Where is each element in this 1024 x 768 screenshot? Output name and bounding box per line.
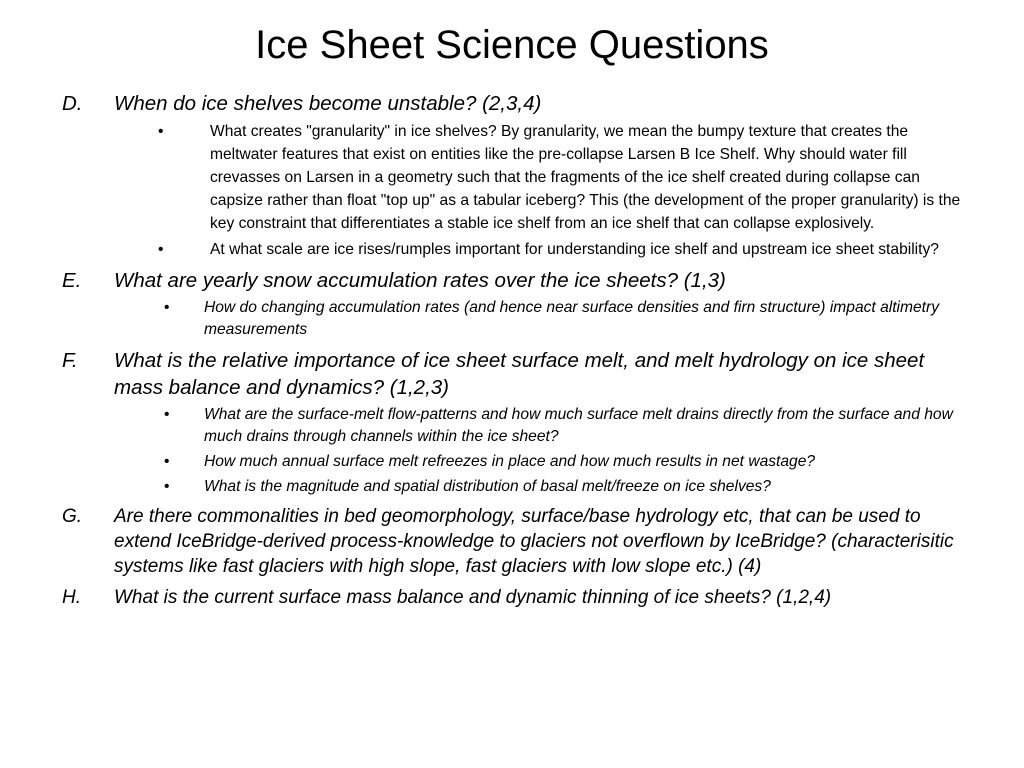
sub-question-text: How do changing accumulation rates (and hence near surface densities and firn structure) impact altimetry measurements bbox=[204, 299, 940, 338]
sub-question bbox=[114, 404, 962, 448]
question-text: What is the current surface mass balance and dynamic thinning of ice sheets? (1,2,4) bbox=[114, 587, 832, 608]
bullet-icon: • bbox=[164, 478, 170, 495]
question-d bbox=[62, 90, 962, 261]
question-text: What are yearly snow accumulation rates over the ice sheets? (1,3) bbox=[114, 269, 726, 292]
sub-question-text: What creates "granularity" in ice shelves? By granularity, we mean the bumpy texture that creates the meltwater features that exist on entities like the pre-collapse Larsen B Ice Shelf. Why should water fill crevasses on Larsen in a geometry such that the fragments of the ice shelf created during collapse can capsize rather than float "top up" as a tabular iceberg? This (the development of the proper granularity) is the key constraint that differentiates a stable ice shelf from an ice shelf that can collapse explosively. bbox=[210, 123, 961, 232]
question-text: What is the relative importance of ice sheet surface melt, and melt hydrology on ice sheet mass balance and dynamics? (1,2,3) bbox=[114, 349, 925, 399]
sub-question bbox=[114, 238, 962, 261]
sub-question bbox=[114, 120, 962, 235]
bullet-icon: • bbox=[164, 299, 170, 316]
question-g bbox=[62, 504, 962, 579]
bullet-icon: • bbox=[164, 406, 170, 423]
question-letter: F. bbox=[62, 349, 78, 372]
sub-question-text: How much annual surface melt refreezes in place and how much results in net wastage? bbox=[204, 453, 816, 470]
sub-question-list bbox=[114, 297, 962, 341]
sub-question-list bbox=[114, 120, 962, 261]
question-text: Are there commonalities in bed geomorphology, surface/base hydrology etc, that can be used to extend IceBridge-derived process-knowledge to glaciers not overflown by IceBridge? (characterisitic systems like fast glaciers with high slope, fast glaciers with low slope etc.) (4) bbox=[114, 506, 954, 577]
question-list bbox=[62, 90, 962, 610]
question-text: When do ice shelves become unstable? (2,3,4) bbox=[114, 92, 542, 115]
sub-question bbox=[114, 476, 962, 498]
question-letter: H. bbox=[62, 587, 81, 608]
sub-question bbox=[114, 297, 962, 341]
bullet-icon: • bbox=[158, 241, 164, 258]
sub-question-list bbox=[114, 404, 962, 498]
question-letter: E. bbox=[62, 269, 82, 292]
sub-question-text: What are the surface-melt flow-patterns and how much surface melt drains directly from the surface and how much drains through channels within the ice sheet? bbox=[204, 406, 953, 445]
slide-title: Ice Sheet Science Questions bbox=[255, 23, 769, 67]
question-letter: D. bbox=[62, 92, 83, 115]
question-h bbox=[62, 585, 962, 610]
sub-question-text: At what scale are ice rises/rumples important for understanding ice shelf and upstream ice sheet stability? bbox=[210, 241, 939, 258]
bullet-icon: • bbox=[164, 453, 170, 470]
bullet-icon: • bbox=[158, 123, 164, 140]
question-e bbox=[62, 267, 962, 341]
sub-question-text: What is the magnitude and spatial distribution of basal melt/freeze on ice shelves? bbox=[204, 478, 771, 495]
sub-question bbox=[114, 451, 962, 473]
question-letter: G. bbox=[62, 506, 83, 527]
question-f bbox=[62, 347, 962, 498]
